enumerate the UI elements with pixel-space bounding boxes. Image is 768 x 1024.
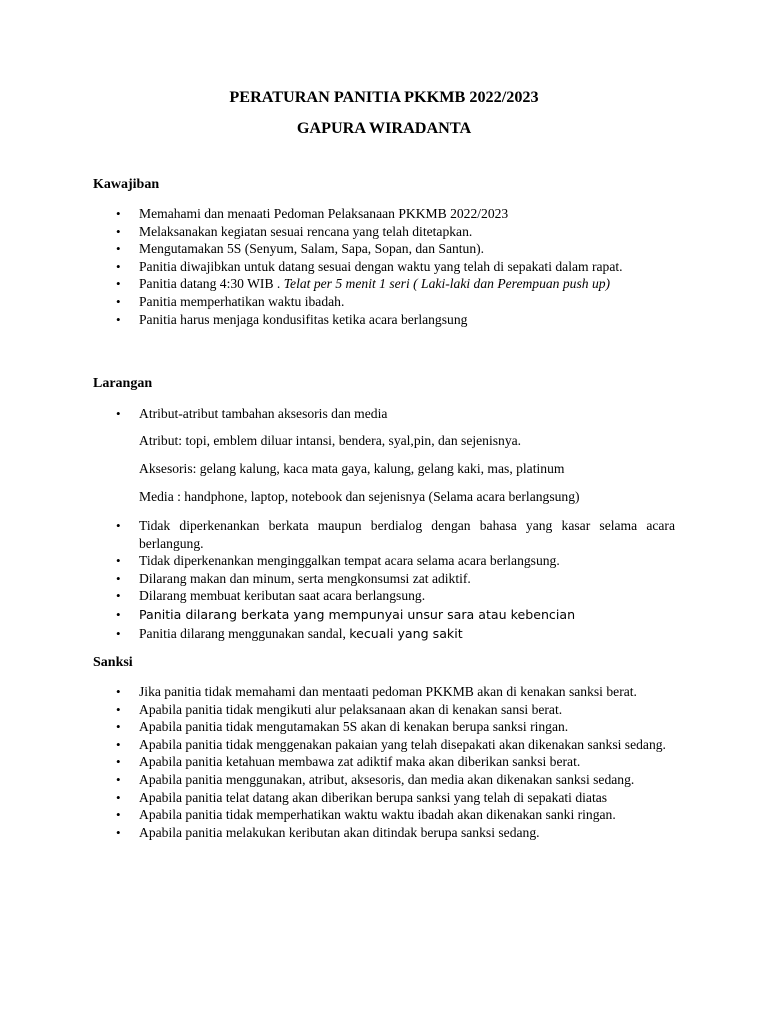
bullet-icon: • [116, 553, 121, 569]
bullet-icon: • [116, 824, 121, 840]
list-item-text: Melaksanakan kegiatan sesuai rencana yang telah ditetapkan. [139, 223, 473, 239]
list-item-text: Panitia memperhatikan waktu ibadah. [139, 293, 345, 309]
bullet-icon: • [116, 606, 121, 622]
kawajiban-list [93, 205, 675, 328]
bullet-icon: • [116, 719, 121, 735]
list-item [93, 587, 675, 605]
list-item [93, 605, 675, 624]
list-item-text: Apabila panitia menggunakan, atribut, aksesoris, dan media akan dikenakan sanksi sedang. [139, 771, 635, 787]
list-item [93, 736, 675, 754]
larangan-first-list [93, 405, 675, 423]
list-item [93, 311, 675, 329]
list-item-italic-text: Telat per 5 menit 1 seri ( Laki-laki dan Perempuan push up) [283, 276, 611, 292]
list-item [93, 258, 675, 276]
list-item [93, 275, 675, 293]
list-item [93, 240, 675, 258]
list-item-text: Apabila panitia melakukan keributan akan ditindak berupa sanksi sedang. [139, 824, 540, 840]
list-item-text: Panitia diwajibkan untuk datang sesuai dengan waktu yang telah di sepakati dalam rapat. [139, 258, 623, 274]
list-item [93, 789, 675, 807]
bullet-icon: • [116, 684, 121, 699]
list-item-text: Panitia dilarang menggunakan sandal, [139, 625, 350, 641]
list-item-text: Apabila panitia tidak mengikuti alur pelaksanaan akan di kenakan sansi berat. [139, 701, 563, 717]
section-heading-sanksi: Sanksi [93, 655, 133, 670]
list-item [93, 517, 675, 552]
page-subtitle: GAPURA WIRADANTA [296, 119, 472, 137]
bullet-icon: • [116, 570, 121, 586]
bullet-icon: • [116, 588, 121, 604]
list-item-text: Tidak diperkenankan berkata maupun berdialog dengan bahasa yang kasar selama acara berlangung. [139, 518, 675, 551]
list-item [93, 771, 675, 789]
bullet-icon: • [116, 701, 121, 717]
list-item [93, 223, 675, 241]
list-item-text: Mengutamakan 5S (Senyum, Salam, Sapa, Sopan, dan Santun). [139, 241, 485, 257]
list-item-text: Apabila panitia ketahuan membawa zat adiktif maka akan diberikan sanksi berat. [139, 754, 581, 770]
list-item-text: Dilarang makan dan minum, serta mengkonsumsi zat adiktif. [139, 570, 471, 586]
section-heading-kawajiban: Kawajiban [93, 177, 160, 192]
list-item [93, 806, 675, 824]
list-item [93, 701, 675, 719]
list-item-text: Atribut-atribut tambahan aksesoris dan media [139, 406, 388, 421]
bullet-icon: • [116, 771, 121, 787]
list-item [93, 718, 675, 736]
list-item-text: Apabila panitia tidak mengutamakan 5S akan di kenakan berupa sanksi ringan. [139, 719, 569, 735]
list-item [93, 205, 675, 223]
larangan-detail-atribut: Atribut: topi, emblem diluar intansi, bendera, syal,pin, dan sejenisnya. [139, 433, 522, 448]
list-item [93, 570, 675, 588]
list-item [93, 293, 675, 311]
list-item-text: Panitia dilarang berkata yang mempunyai unsur sara atau kebencian [139, 606, 576, 622]
bullet-icon: • [116, 293, 121, 309]
list-item-text: Memahami dan menaati Pedoman Pelaksanaan PKKMB 2022/2023 [139, 206, 509, 221]
bullet-icon: • [116, 276, 121, 292]
bullet-icon: • [116, 241, 121, 257]
bullet-icon: • [116, 807, 121, 823]
bullet-icon: • [116, 258, 121, 274]
list-item [93, 624, 675, 643]
bullet-icon: • [116, 789, 121, 805]
list-item [93, 753, 675, 771]
bullet-icon: • [116, 206, 121, 221]
list-item [93, 552, 675, 570]
bullet-icon: • [116, 736, 121, 752]
bullet-icon: • [116, 625, 121, 641]
list-item-text: Panitia harus menjaga kondusifitas ketika acara berlangsung [139, 311, 468, 327]
bullet-icon: • [116, 754, 121, 770]
list-item-text: Dilarang membuat keributan saat acara berlangsung. [139, 588, 426, 604]
list-item-text: Apabila panitia tidak menggenakan pakaian yang telah disepakati akan dikenakan sanksi sedang. [139, 736, 666, 752]
larangan-list [93, 517, 675, 643]
list-item-sans-text: kecuali yang sakit [349, 625, 463, 641]
larangan-detail-media: Media : handphone, laptop, notebook dan sejenisnya (Selama acara berlangsung) [139, 489, 580, 504]
list-item-text: Jika panitia tidak memahami dan mentaati pedoman PKKMB akan di kenakan sanksi berat. [139, 684, 637, 699]
list-item-text: Apabila panitia tidak memperhatikan waktu waktu ibadah akan dikenakan sanki ringan. [139, 807, 616, 823]
bullet-icon: • [116, 406, 121, 421]
page-title: PERATURAN PANITIA PKKMB 2022/2023 [229, 88, 539, 106]
list-item-text: Apabila panitia telat datang akan diberikan berupa sanksi yang telah di sepakati diatas [139, 789, 608, 805]
list-item [93, 683, 675, 701]
bullet-icon: • [116, 311, 121, 327]
list-item-text: Tidak diperkenankan menginggalkan tempat acara selama acara berlangsung. [139, 553, 560, 569]
larangan-detail-aksesoris: Aksesoris: gelang kalung, kaca mata gaya, kalung, gelang kaki, mas, platinum [139, 461, 565, 476]
bullet-icon: • [116, 223, 121, 239]
sanksi-list [93, 683, 675, 841]
section-heading-larangan: Larangan [93, 376, 153, 391]
list-item [93, 405, 675, 423]
list-item [93, 824, 675, 842]
bullet-icon: • [116, 518, 121, 533]
list-item-text: Panitia datang 4:30 WIB . [139, 276, 284, 292]
